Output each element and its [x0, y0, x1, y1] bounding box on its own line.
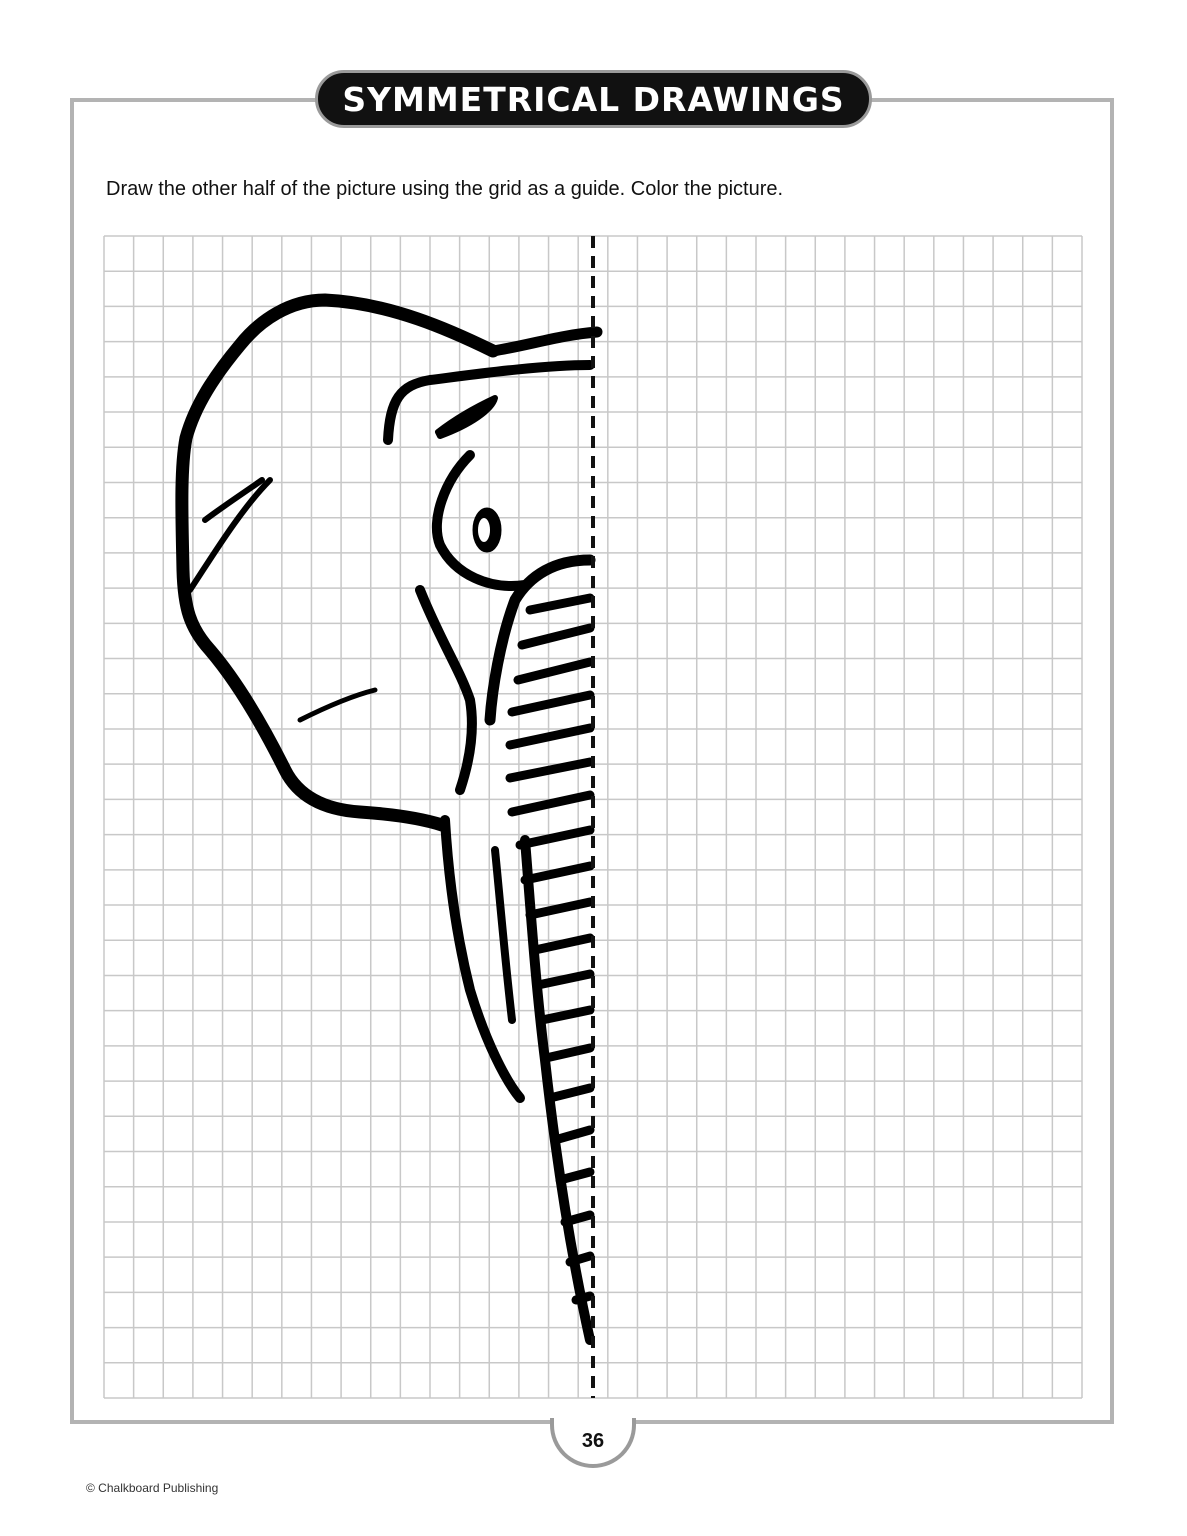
copyright-text: © Chalkboard Publishing [86, 1481, 219, 1495]
ear-fold-2 [190, 480, 270, 590]
eye-highlight [478, 518, 490, 542]
cheek-line [420, 590, 472, 790]
tusk-inner [495, 850, 512, 1020]
instructions-text: Draw the other half of the picture using the grid as a guide. Color the picture. [106, 178, 784, 200]
elephant-half-icon [182, 300, 597, 1340]
brow-mark [438, 398, 495, 436]
page-title-text: SYMMETRICAL DRAWINGS [342, 79, 845, 119]
page-number: 36 [581, 1429, 605, 1452]
